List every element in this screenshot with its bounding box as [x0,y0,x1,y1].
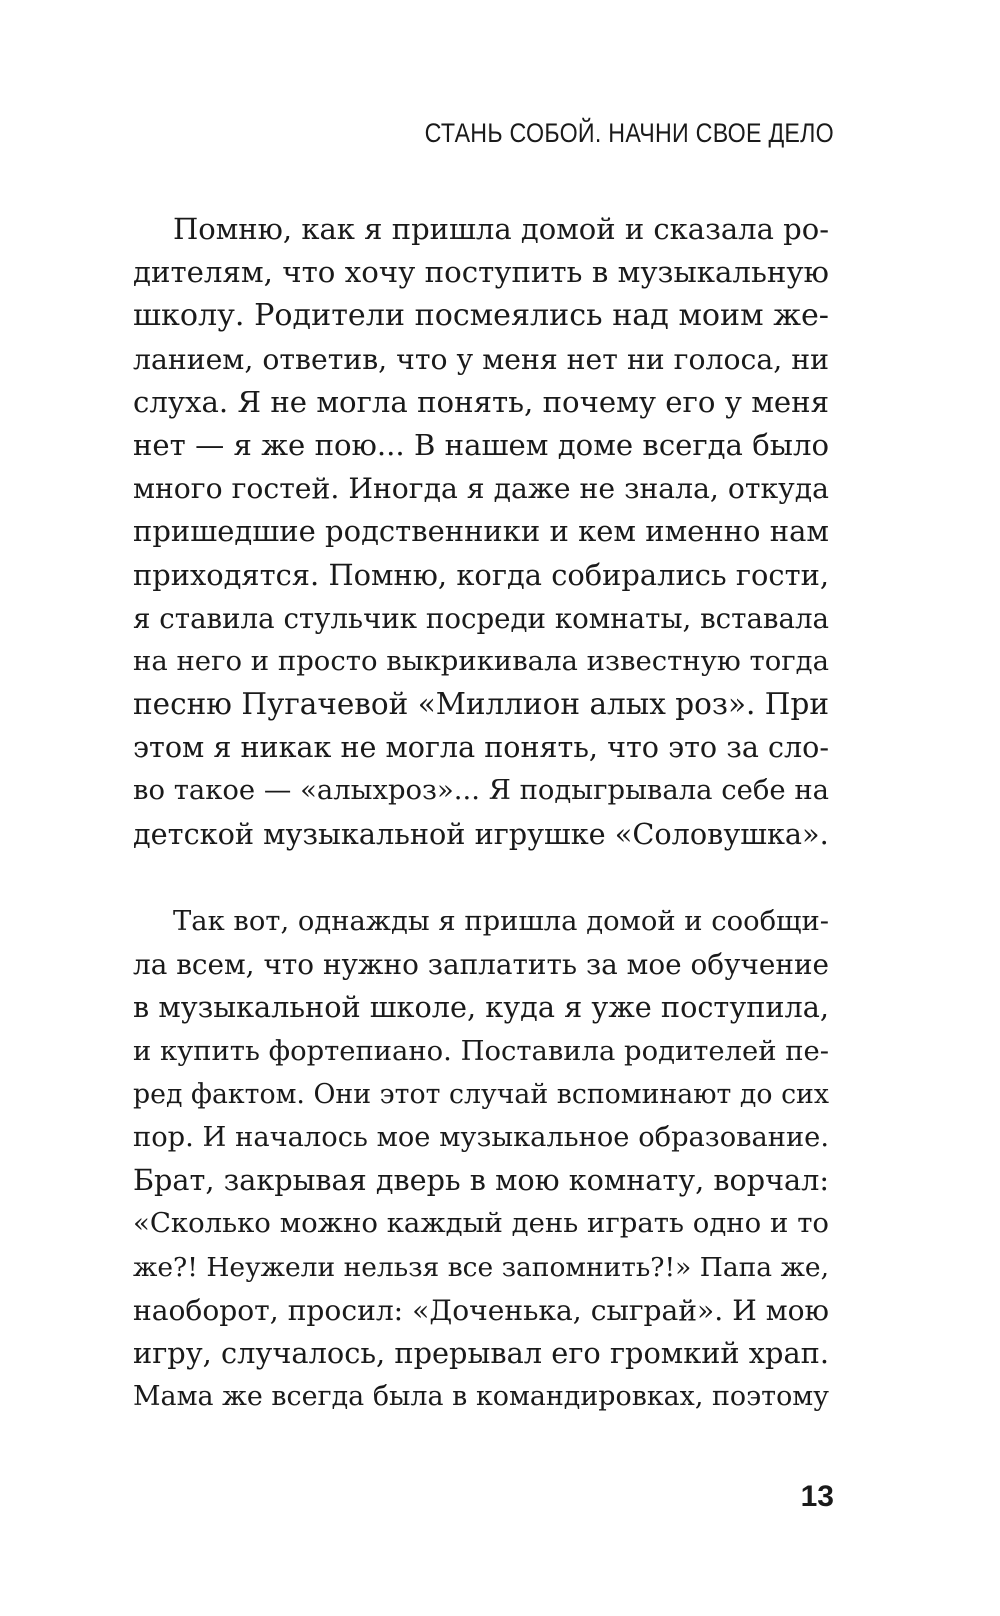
text-line: пришедшие родственники и кем именно нам [133,514,829,549]
text-line: и купить фортепиано. Поставила родителей пе- [133,1035,829,1067]
text-line: ред фактом. Они этот случай вспоминают до сих [133,1078,829,1110]
text-line: я ставила стульчик посреди комнаты, вставала [133,601,829,635]
text-line: Так вот, однажды я пришла домой и сообщи- [173,906,829,937]
text-line: Помню, как я пришла домой и сказала ро- [173,212,829,246]
text-line: этом я никак не могла понять, что это за сло- [133,730,829,765]
text-line: дителям, что хочу поступить в музыкальную [133,255,829,290]
text-line: Брат, закрывая дверь в мою комнату, ворчал: [133,1163,829,1198]
running-header: СТАНЬ СОБОЙ. НАЧНИ СВОЕ ДЕЛО [424,118,834,148]
text-line: песню Пугачевой «Миллион алых роз». При [133,687,829,722]
text-line: ланием, ответив, что у меня нет ни голоса, ни [133,342,829,376]
page-number: 13 [800,1480,834,1513]
text-line: школу. Родители посмеялись над моим же- [133,298,829,334]
text-line: приходятся. Помню, когда собирались гости, [133,557,829,592]
text-line: же?! Неужели нельзя все запомнить?!» Папа же, [133,1251,829,1283]
text-line: игру, случалось, прерывал его громкий храп. [133,1335,829,1370]
paragraph-2 [133,900,829,1418]
paragraph-1 [133,208,829,856]
text-line: во такое — «алыхроз»... Я подыгрывала себе на [133,775,829,807]
text-line: много гостей. Иногда я даже не знала, откуда [133,472,829,506]
text-line: ла всем, что нужно заплатить за мое обучение [133,948,829,982]
text-line: «Сколько можно каждый день играть одно и то [133,1207,829,1240]
text-line: на него и просто выкрикивала известную тогда [133,644,829,677]
text-line: пор. И началось мое музыкальное образование. [133,1121,829,1153]
text-line: в музыкальной школе, куда я уже поступила, [133,990,829,1025]
text-line: детской музыкальной игрушке «Соловушка». [133,816,829,851]
text-line: наоборот, просил: «Доченька, сыграй». И мою [133,1293,829,1327]
text-line: нет — я же пою... В нашем доме всегда было [133,427,829,462]
text-line: Мама же всегда была в командировках, поэтому [133,1381,829,1413]
text-line: слуха. Я не могла понять, почему его у меня [133,384,829,419]
